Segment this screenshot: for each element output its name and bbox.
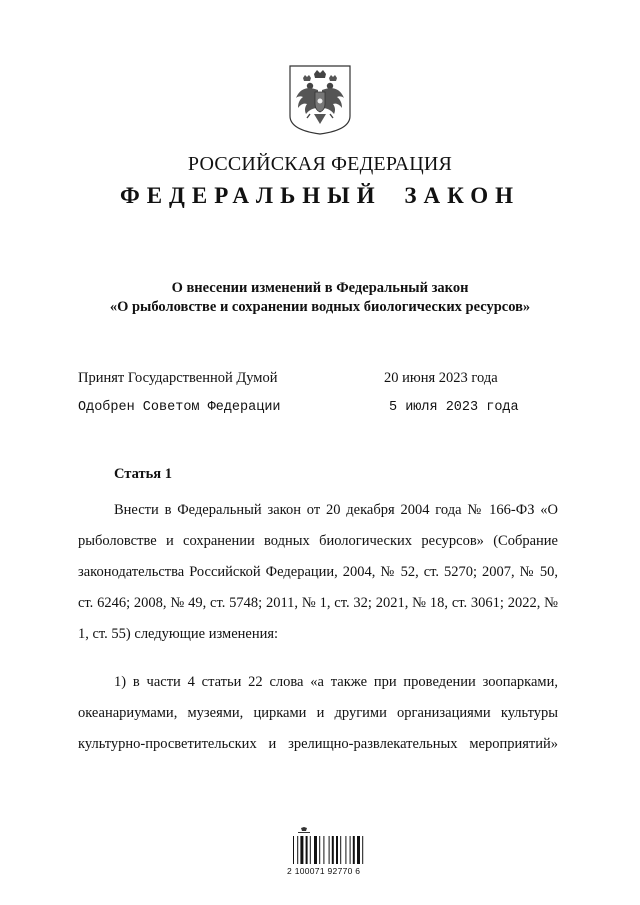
article-paragraph-2: 1) в части 4 статьи 22 слова «а также при проведении зоопарками, океанариумами, музеями, цирками и другими организациями культуры культурно-просветительских и зрелищно-развлекательных мероприятий» — [78, 674, 558, 752]
adoption-body: Принят Государственной Думой — [78, 370, 278, 386]
law-title — [0, 279, 640, 317]
adoption-date: 5 июля 2023 года — [389, 400, 519, 415]
document-type: ФЕДЕРАЛЬНЫЙ ЗАКОН — [119, 183, 521, 208]
country-name: РОССИЙСКАЯ ФЕДЕРАЦИЯ — [187, 153, 453, 175]
article-heading: Статья 1 — [114, 466, 172, 482]
adoption-row-council — [78, 400, 548, 430]
law-title-line-1: О внесении изменений в Федеральный закон — [171, 280, 469, 296]
barcode-icon — [287, 826, 367, 866]
adoption-row-duma — [78, 370, 548, 400]
adoption-dates — [78, 370, 548, 430]
law-title-line-2: «О рыболовстве и сохранении водных биологических ресурсов» — [109, 299, 531, 315]
article-paragraph-1: Внести в Федеральный закон от 20 декабря 2004 года № 166-ФЗ «О рыболовстве и сохранении водных биологических ресурсов» (Собрание законодательства Российской Федерации, 2004, № 52, ст. 5270; 2007, № 50, ст. 6246; 2008, № 49, ст. 5748; 2011, № 1, ст. 32; 2021, № 18, ст. 3061; 2022, № 1, ст. 55) следующие изменения: — [78, 502, 558, 642]
barcode-number: 2 100071 92770 6 — [287, 866, 361, 876]
adoption-date: 20 июня 2023 года — [384, 370, 498, 386]
adoption-body: Одобрен Советом Федерации — [78, 400, 281, 415]
coat-of-arms-icon — [288, 64, 352, 136]
